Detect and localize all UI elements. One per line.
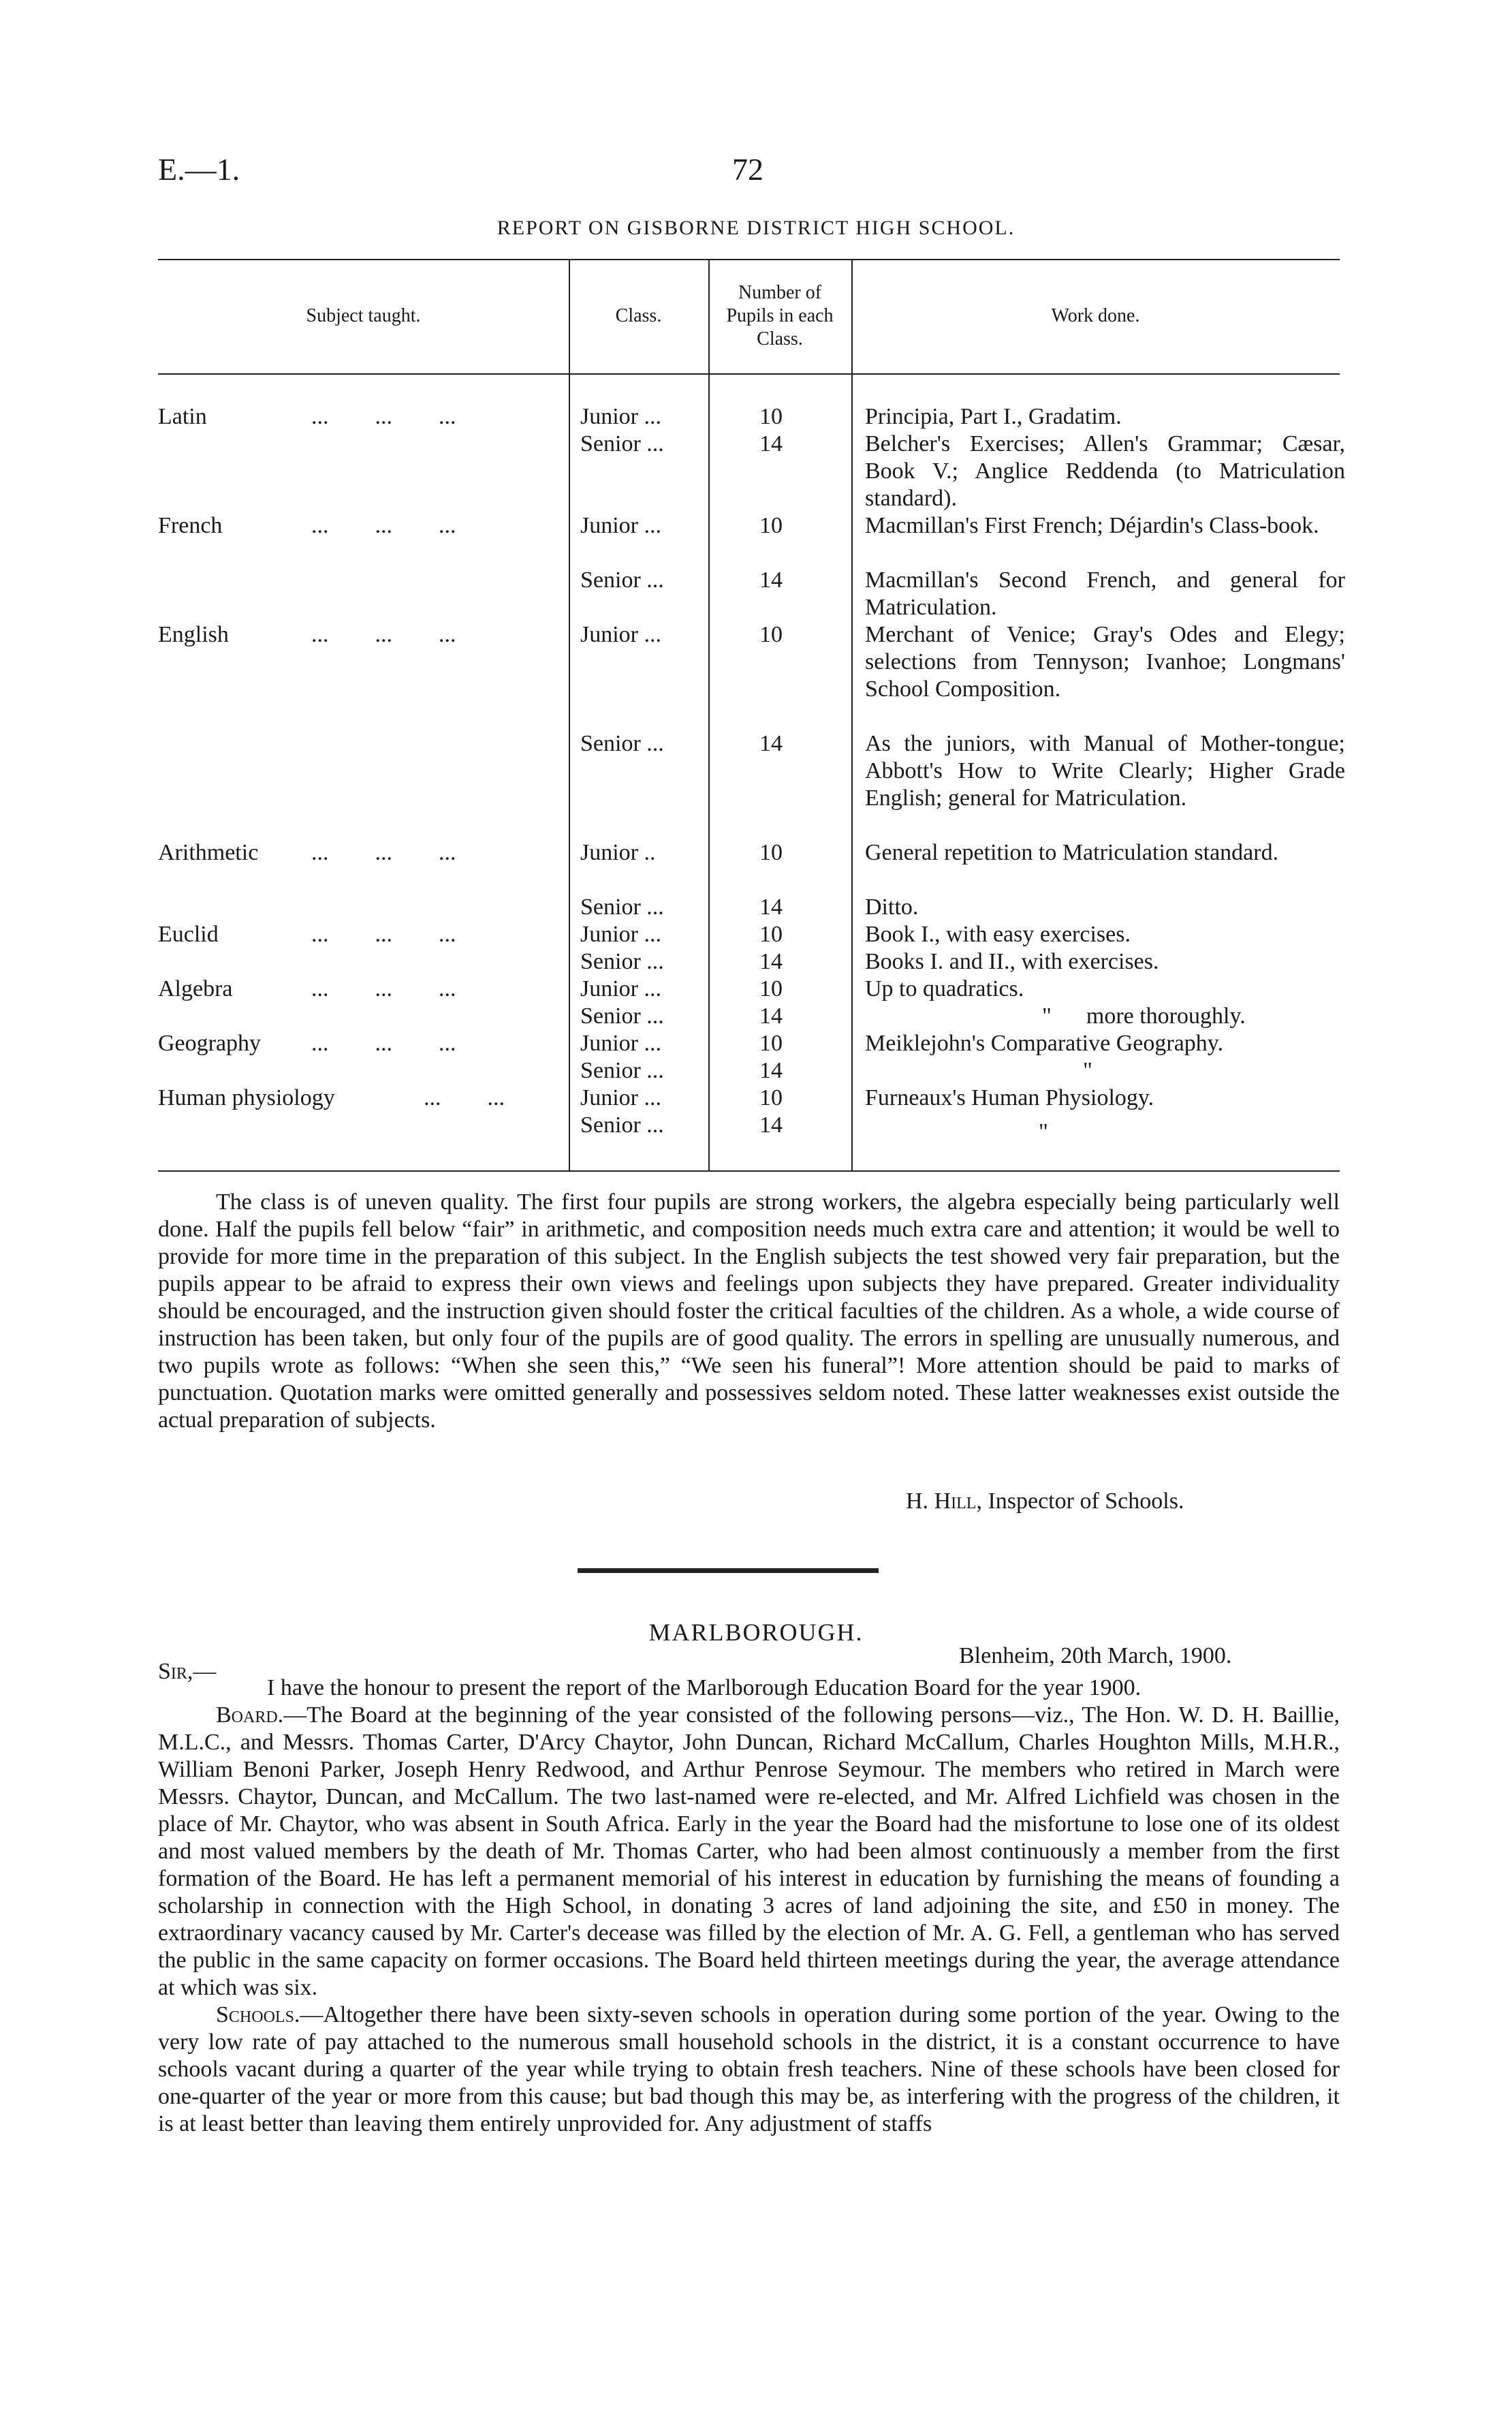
pupils-cell: 10 [759, 840, 783, 865]
work-cell: General repetition to Matriculation standard. [865, 840, 1279, 865]
pupils-cell: 14 [759, 1112, 783, 1138]
class-cell: Senior ... [580, 1003, 664, 1029]
subject-geography: Geography ... ... ... [158, 1031, 456, 1056]
letter-body [158, 1674, 1340, 2138]
work-cell: Furneaux's Human Physiology. [865, 1085, 1154, 1110]
class-cell: Junior ... [580, 976, 661, 1001]
pupils-cell: 10 [759, 404, 783, 429]
pupils-cell: 14 [759, 1003, 783, 1029]
class-cell: Junior ... [580, 922, 661, 947]
work-cell: Merchant of Venice; Gray's Odes and Elegy; selections from Tennyson; Ivanhoe; Longmans' School Composition. [865, 622, 1345, 702]
table-header-rule [158, 373, 1340, 375]
table-top-rule [158, 259, 1340, 260]
report-paragraph: The class is of uneven quality. The first four pupils are strong workers, the algebra especially being particularly well done. Half the pupils fell below “fair” in arithmetic, and composition needs much extra care and attention; it would be well to provide for more time in the preparation of this subject. In the English subjects the test showed very fair preparation, but the pupils appear to be afraid to express their own views and feelings upon subjects they have prepared. Greater individuality should be encouraged, and the instruction given should foster the critical faculties of the children. As a whole, a wide course of instruction has been taken, but only four of the pupils are of good quality. The errors in spelling are unusually numerous, and two pupils wrote as follows: “When she seen this,” “We seen his funeral”! More attention should be paid to marks of punctuation. Quotation marks were omitted generally and possessives seldom noted. These latter weaknesses exist outside the actual preparation of subjects. [158, 1189, 1340, 1433]
column-divider [569, 259, 570, 1172]
salutation: Sir,— [158, 1659, 217, 1684]
table-bottom-rule [158, 1170, 1340, 1172]
subject-french: French ... ... ... [158, 513, 456, 538]
work-cell: Up to quadratics. [865, 976, 1024, 1001]
header-pupils: Number of Pupils in each Class. [726, 282, 834, 349]
letter-place-date: Blenheim, 20th March, 1900. [959, 1643, 1232, 1668]
class-cell: Senior ... [580, 731, 664, 756]
pupils-cell: 10 [759, 1085, 783, 1110]
class-cell: Junior ... [580, 1031, 661, 1056]
pupils-cell: 10 [759, 976, 783, 1001]
pupils-cell: 10 [759, 513, 783, 538]
board-heading: Board. [216, 1702, 284, 1728]
class-cell: Senior ... [580, 567, 664, 593]
class-cell: Junior ... [580, 1085, 661, 1110]
subject-human-physiology: Human physiology ... ... [158, 1085, 505, 1110]
pupils-cell: 14 [759, 567, 783, 593]
page-identifier: E.—1. [158, 152, 240, 187]
board-paragraph: Board.—The Board at the beginning of the year consisted of the following persons—viz., The Hon. W. D. H. Baillie, M.L.C., and Messrs. Thomas Carter, D'Arcy Chaytor, John Duncan, Richard McCallum, Charles Houghton Mills, M.H.R., William Benoni Parker, Joseph Henry Redwood, and Arthur Penrose Seymour. The members who retired in March were Messrs. Chaytor, Duncan, and McCallum. The two last-named were re-elected, and Mr. Alfred Lichfield was chosen in the place of Mr. Chaytor, who was absent in South Africa. Early in the year the Board had the misfortune to lose one of its oldest and most valued members by the death of Mr. Thomas Carter, who had been almost continuously a member from the first formation of the Board. He has left a permanent memorial of his interest in education by furnishing the means of founding a scholarship in connection with the High School, in donating 3 acres of land adjoining the site, and £50 in money. The extraordinary vacancy caused by Mr. Carter's decease was filled by the election of Mr. A. G. Fell, a gentleman who has served the public in the same capacity on former occasions. The Board held thirteen meetings during the year, the average attendance at which was six. [158, 1702, 1340, 2000]
subject-english: English ... ... ... [158, 622, 456, 647]
class-cell: Junior .. [580, 840, 656, 865]
schools-heading: Schools. [216, 2002, 300, 2027]
header-work: Work done. [1051, 305, 1140, 326]
work-cell: " [1039, 1119, 1048, 1144]
work-cell: " [1083, 1058, 1092, 1083]
section-separator [578, 1568, 879, 1573]
work-cell: As the juniors, with Manual of Mother-tongue; Abbott's How to Write Clearly; Higher Grade English; general for Matriculation. [865, 731, 1345, 811]
pupils-cell: 14 [759, 894, 783, 920]
subject-euclid: Euclid ... ... ... [158, 922, 456, 947]
work-cell: Meiklejohn's Comparative Geography. [865, 1031, 1224, 1056]
header-subject: Subject taught. [306, 305, 421, 326]
page-number: 72 [732, 152, 763, 187]
work-cell: Macmillan's First French; Déjardin's Class-book. [865, 513, 1319, 538]
work-cell: Book I., with easy exercises. [865, 922, 1131, 947]
class-cell: Senior ... [580, 431, 664, 456]
class-cell: Senior ... [580, 1058, 664, 1083]
work-cell: Macmillan's Second French, and general for Matriculation. [865, 567, 1345, 620]
section-title: MARLBOROUGH. [648, 1619, 864, 1646]
pupils-cell: 14 [759, 731, 783, 756]
pupils-cell: 10 [759, 922, 783, 947]
pupils-cell: 14 [759, 949, 783, 974]
header-class: Class. [615, 305, 662, 326]
pupils-cell: 10 [759, 1031, 783, 1056]
schools-paragraph: Schools.—Altogether there have been sixty-seven schools in operation during some portion of the year. Owing to the very low rate of pay attached to the numerous small household schools in the district, it is a constant occurrence to have schools vacant during a quarter of the year while trying to obtain fresh teachers. Nine of these schools have been closed for one-quarter of the year or more from this cause; but bad though this may be, as interfering with the progress of the children, it is at least better than leaving them entirely unprovided for. Any adjustment of staffs [158, 2002, 1340, 2136]
work-cell: Belcher's Exercises; Allen's Grammar; Cæsar, Book V.; Anglice Reddenda (to Matriculation standard). [865, 431, 1345, 511]
class-cell: Junior ... [580, 513, 661, 538]
column-divider [851, 259, 853, 1172]
pupils-cell: 10 [759, 622, 783, 647]
inspector-signature: H. Hill, Inspector of Schools. [906, 1489, 1184, 1514]
column-divider [708, 259, 710, 1172]
class-cell: Senior ... [580, 894, 664, 920]
class-cell: Junior ... [580, 404, 661, 429]
pupils-cell: 14 [759, 431, 783, 456]
class-cell: Junior ... [580, 622, 661, 647]
pupils-cell: 14 [759, 1058, 783, 1083]
subject-latin: Latin ... ... ... [158, 404, 456, 429]
class-cell: Senior ... [580, 1112, 664, 1138]
work-cell: Ditto. [865, 894, 919, 920]
class-cell: Senior ... [580, 949, 664, 974]
subject-algebra: Algebra ... ... ... [158, 976, 456, 1001]
subjects-table [158, 259, 1345, 1172]
intro-paragraph: I have the honour to present the report of the Marlborough Education Board for the year 1900. [267, 1675, 1141, 1700]
work-cell: " more thoroughly. [1042, 1003, 1246, 1029]
work-cell: Principia, Part I., Gradatim. [865, 404, 1122, 429]
work-cell: Books I. and II., with exercises. [865, 949, 1159, 974]
subject-arithmetic: Arithmetic ... ... ... [158, 840, 456, 865]
report-title: REPORT ON GISBORNE DISTRICT HIGH SCHOOL. [497, 217, 1015, 239]
